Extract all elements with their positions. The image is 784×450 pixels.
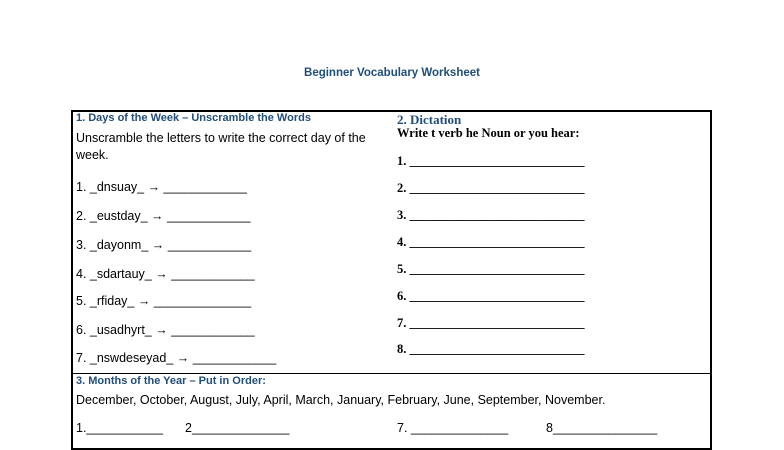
dictation-line: 6. ____________________________ [397, 289, 585, 303]
unscramble-item: 2. _eustday_ → ____________ [76, 209, 251, 223]
section-1-heading: 1. Days of the Week – Unscramble the Words [76, 112, 311, 124]
unscramble-item: 5. _rfiday_ → ______________ [76, 294, 252, 308]
months-list: December, October, August, July, April, March, January, February, June, September, November. [76, 393, 606, 407]
worksheet-table [71, 110, 712, 450]
dictation-line: 4. ____________________________ [397, 235, 585, 249]
worksheet-title: Beginner Vocabulary Worksheet [304, 67, 480, 79]
unscramble-item: 6. _usadhyrt_ → ____________ [76, 323, 255, 337]
order-blank: 1.___________ [76, 421, 163, 435]
section-2-instruction: Write t verb he Noun or you hear: [397, 126, 580, 140]
unscramble-item: 1. _dnsuay_ → ____________ [76, 180, 247, 194]
dictation-line: 3. ____________________________ [397, 208, 585, 222]
dictation-line: 1. ____________________________ [397, 154, 585, 168]
unscramble-item: 3. _dayonm_ → ____________ [76, 238, 252, 252]
order-blank: 7. ______________ [397, 421, 509, 435]
dictation-line: 2. ____________________________ [397, 181, 585, 195]
order-blank: 8_______________ [546, 421, 658, 435]
dictation-line: 7. ____________________________ [397, 316, 585, 330]
unscramble-item: 7. _nswdeseyad_ → ____________ [76, 351, 277, 365]
dictation-line: 8. ____________________________ [397, 342, 585, 356]
section-1-instruction: Unscramble the letters to write the correct day of the week. [76, 131, 366, 162]
section-3-heading: 3. Months of the Year – Put in Order: [76, 375, 266, 387]
dictation-line: 5. ____________________________ [397, 262, 585, 276]
section-divider [73, 373, 710, 374]
section-2-heading: 2. Dictation [397, 112, 462, 127]
order-blank: 2______________ [185, 421, 290, 435]
unscramble-item: 4. _sdartauy_ → ____________ [76, 267, 255, 281]
